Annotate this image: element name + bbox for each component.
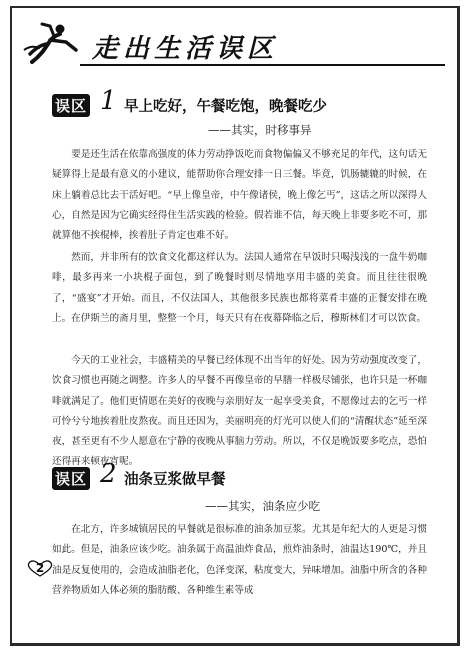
section-1-paragraph-3: 今天的工业社会，丰盛精美的早餐已经体现不出当年的好处。因为劳动强度改变了，饮食习惯也再随之调整。许多人的早餐不再像皇帝的早膳一样极尽铺张，也许只是一杯咖啡就满足了。他们更情愿在美好的夜晚与亲朋好友一起享受美食，不愿像过去的乞丐一样可怜兮兮地挨着肚皮熬夜。而且还因为，美丽明亮的灯光可以使人们的“清醒状态”延至深夜，甚至更有不少人愿意在宁静的夜晚从事脑力劳动。所以，不仅是晚饭要多吃点，恐怕还得再来顿夜宵呢。 (52, 355, 427, 468)
page-number: 2 (35, 561, 45, 575)
header-title: 走出生活误区 (92, 34, 279, 64)
section-2-badge: 误区 (52, 467, 90, 490)
section-1-paragraph-1: 要是还生活在依靠高强度的体力劳动挣饭吃而食物偏偏又不够充足的年代，这句话无疑算得上是最有意义的小建议，能帮助你合理安排一日三餐。毕竟，饥肠辘辘的时候，在床上躺着总比去干活好吧。“早上像皇帝，中午像诸侯，晚上像乞丐”，这话之所以深得人心，自然是因为它确实经得住生活实践的检验。假若谁不信，每天晚上非要多吃不可，那就算他不挨棍棒，挨着肚子肯定也难不好。 (52, 149, 427, 242)
section-1-subtitle: ——其实，时移事异 (208, 123, 312, 137)
page-header (20, 20, 440, 68)
section-2-heading (52, 459, 352, 493)
page-number-badge (26, 558, 54, 578)
section-2-paragraph-1: 在北方，许多城镇居民的早餐就是很标准的油条加豆浆。尤其是年纪大的人更是习惯如此。但是，油条应该少吃。油条属于高温油炸食品，煎炸油条时，油温达190℃，并且油是反复使用的，会造成油脂老化，色泽变深，粘度变大，异味增加。油脂中所含的各种营养物质如人体必须的脂肪酸、各种维生素等成 (52, 524, 427, 596)
section-1-paragraph-2: 然而，并非所有的饮食文化都这样认为。法国人通常在早饭时只喝浅浅的一盘牛奶咖啡，最多再来一小块棍子面包，到了晚餐时则尽情地享用丰盛的美食。而且往往很晚了，“盛宴”才开始。而且，不仅法国人，其他很多民族也都将菜肴丰盛的正餐安排在晚上。在伊斯兰的斋月里，整整一个月，每天只有在夜幕降临之后，穆斯林们才可以饮食。 (52, 252, 427, 324)
section-1-badge: 误区 (52, 94, 90, 117)
section-1-title: 早上吃好，午餐吃饱，晚餐吃少 (124, 99, 327, 115)
section-2-title: 油条豆浆做早餐 (124, 472, 226, 488)
section-2-number: 2 (100, 459, 117, 489)
runner-icon (20, 20, 80, 68)
header-rule (80, 64, 445, 66)
section-1-number: 1 (100, 86, 117, 116)
section-1-heading (52, 86, 442, 120)
section-2-subtitle: ——其实，油条应少吃 (205, 499, 320, 513)
